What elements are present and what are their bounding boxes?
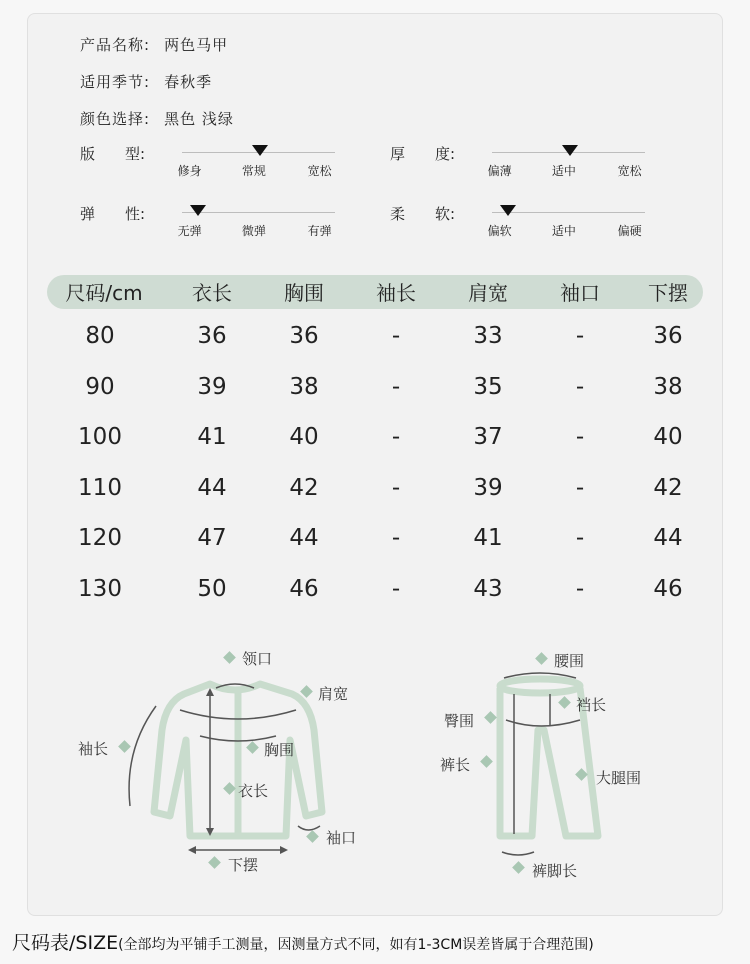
pants-waistband	[500, 679, 580, 693]
table-cell: 43	[473, 576, 503, 602]
table-cell: 39	[473, 474, 503, 501]
hip-arrow	[506, 720, 580, 726]
scale-option: 偏软	[487, 224, 512, 238]
fit-scale	[177, 144, 335, 184]
diamond-icon	[223, 651, 236, 664]
scale-option: 修身	[177, 164, 202, 178]
table-cell: -	[575, 323, 585, 349]
table-cell: 44	[653, 525, 683, 552]
diamond-icon	[575, 768, 588, 781]
table-cell: 36	[289, 323, 319, 349]
table-cell: -	[575, 373, 585, 400]
label-waist: 腰围	[554, 652, 585, 670]
scale-marker	[562, 145, 578, 156]
scale-option: 宽松	[307, 164, 332, 178]
header-hem: 下摆	[648, 281, 688, 305]
diamond-icon	[306, 830, 319, 843]
scale-option: 偏薄	[487, 164, 512, 178]
footer-title: 尺码表/SIZE	[12, 932, 119, 954]
table-cell: -	[575, 525, 585, 552]
diamond-icon	[223, 782, 236, 795]
scale-option: 适中	[551, 224, 576, 238]
table-cell-size: 130	[78, 576, 122, 602]
table-cell: 36	[653, 323, 683, 349]
scale-marker	[500, 205, 516, 216]
table-cell: 37	[473, 424, 503, 451]
arrow-head	[188, 846, 196, 854]
header-chest: 胸围	[284, 281, 324, 305]
table-cell: 42	[289, 474, 319, 501]
label-shoulder: 肩宽	[318, 685, 349, 703]
diamond-icon	[480, 755, 493, 768]
elasticity-label: 弹 性:	[80, 205, 146, 223]
table-cell: 44	[289, 525, 319, 552]
scale-option: 偏硬	[617, 224, 642, 238]
table-cell: 47	[197, 525, 227, 552]
label-chest: 胸围	[264, 741, 295, 759]
header-length: 衣长	[192, 281, 232, 305]
diamond-icon	[558, 696, 571, 709]
color-row	[80, 108, 234, 129]
table-cell: 38	[653, 373, 683, 400]
pants-diagram	[440, 640, 660, 880]
table-cell: 40	[653, 424, 683, 451]
label-leg-opening: 裤脚长	[532, 862, 578, 880]
scale-option: 微弹	[241, 224, 266, 238]
table-cell: -	[391, 474, 401, 501]
table-cell: 38	[289, 373, 319, 400]
footer	[12, 928, 594, 955]
scale-option: 有弹	[307, 224, 332, 238]
color-label: 颜色选择:	[80, 110, 151, 128]
elasticity-scale	[177, 204, 335, 244]
table-cell: 39	[197, 373, 227, 400]
label-cuff: 袖口	[326, 829, 357, 847]
label-hem: 下摆	[228, 856, 259, 874]
softness-label: 柔 软:	[390, 205, 456, 223]
scale-option: 常规	[241, 164, 266, 178]
table-cell: -	[391, 373, 401, 400]
table-cell: 46	[289, 576, 319, 602]
table-cell: -	[575, 424, 585, 451]
table-cell: 41	[197, 424, 227, 451]
product-name-row	[80, 34, 228, 55]
table-cell: -	[391, 576, 401, 602]
table-cell: -	[575, 576, 585, 602]
product-name-value: 两色马甲	[164, 36, 229, 54]
table-cell: 41	[473, 525, 503, 552]
season-row	[80, 71, 212, 92]
table-cell: 50	[197, 576, 227, 602]
header-cuff: 袖口	[560, 281, 600, 305]
scale-marker	[190, 205, 206, 216]
sleeve-arrow	[129, 706, 156, 806]
table-cell: 42	[653, 474, 683, 501]
arrow-head	[280, 846, 288, 854]
season-value: 春秋季	[164, 73, 213, 91]
table-cell-size: 80	[85, 323, 115, 349]
label-sleeve: 袖长	[78, 740, 109, 758]
table-cell: -	[391, 525, 401, 552]
diamond-icon	[208, 856, 221, 869]
color-value: 黑色 浅绿	[164, 110, 234, 128]
diamond-icon	[512, 861, 525, 874]
scale-option: 宽松	[617, 164, 642, 178]
table-cell: 36	[197, 323, 227, 349]
label-length: 衣长	[238, 782, 269, 800]
table-cell: 46	[653, 576, 683, 602]
season-label: 适用季节:	[80, 73, 151, 91]
table-cell: -	[391, 323, 401, 349]
label-rise: 裆长	[576, 696, 607, 714]
scale-option: 适中	[551, 164, 576, 178]
table-cell: -	[391, 424, 401, 451]
fit-label: 版 型:	[80, 145, 146, 163]
label-collar: 领口	[242, 650, 273, 668]
label-hip: 臀围	[444, 712, 475, 730]
table-cell-size: 90	[85, 373, 115, 400]
table-cell: 44	[197, 474, 227, 501]
header-sleeve: 袖长	[376, 281, 416, 305]
diamond-icon	[535, 652, 548, 665]
table-cell-size: 110	[78, 474, 122, 501]
product-name-label: 产品名称:	[80, 36, 151, 54]
thickness-label: 厚 度:	[390, 145, 456, 163]
leg-opening-arrow	[502, 852, 534, 855]
diamond-icon	[118, 740, 131, 753]
footer-note: (全部均为平铺手工测量，因测量方式不同，如有1-3CM误差皆属于合理范围)	[118, 937, 594, 953]
label-pants-length: 裤长	[440, 756, 471, 774]
diamond-icon	[484, 711, 497, 724]
cuff-arrow	[298, 826, 320, 830]
table-cell-size: 120	[78, 525, 122, 552]
table-cell: 35	[473, 373, 503, 400]
table-cell: -	[575, 474, 585, 501]
scale-option: 无弹	[177, 224, 202, 238]
table-cell-size: 100	[78, 424, 122, 451]
header-size: 尺码/cm	[65, 281, 143, 305]
diamond-icon	[300, 685, 313, 698]
table-header-bar	[47, 275, 703, 309]
table-cell: 40	[289, 424, 319, 451]
label-thigh: 大腿围	[596, 769, 642, 787]
scale-marker	[252, 145, 268, 156]
thickness-scale	[487, 144, 645, 184]
header-shoulder: 肩宽	[468, 281, 508, 305]
table-cell: 33	[473, 323, 503, 349]
arrow-head	[206, 688, 214, 696]
diamond-icon	[246, 741, 259, 754]
softness-scale	[487, 204, 645, 244]
